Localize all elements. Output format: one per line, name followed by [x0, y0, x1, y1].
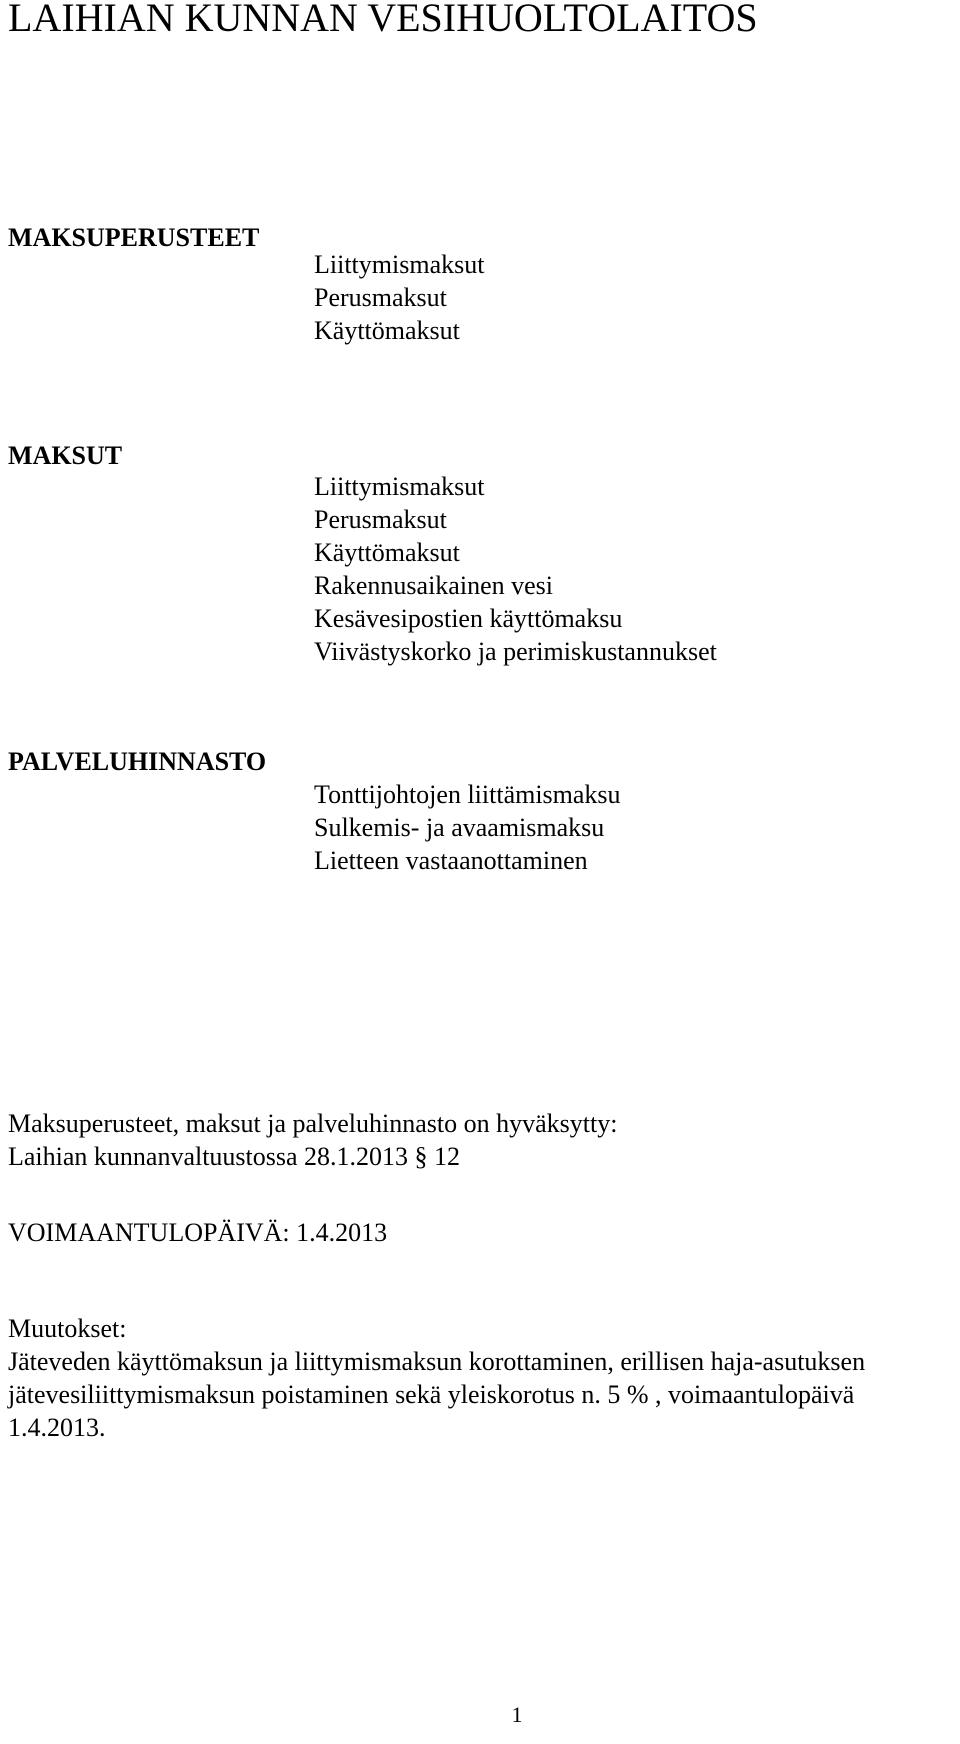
- changes-block: [8, 1312, 958, 1444]
- list-item: Lietteen vastaanottaminen: [314, 846, 588, 875]
- approval-statement: [8, 1107, 617, 1173]
- list-item: Viivästyskorko ja perimiskustannukset: [314, 637, 717, 666]
- list-item: Käyttömaksut: [314, 538, 460, 567]
- page-number: 1: [511, 1702, 523, 1727]
- document-title: LAIHIAN KUNNAN VESIHUOLTOLAITOS: [8, 0, 758, 40]
- changes-label: Muutokset:: [8, 1314, 127, 1343]
- list-item: Tonttijohtojen liittämismaksu: [314, 780, 621, 809]
- list-item: Liittymismaksut: [314, 472, 485, 501]
- list-item: Kesävesipostien käyttömaksu: [314, 604, 623, 633]
- section-heading: MAKSUPERUSTEET: [8, 223, 260, 252]
- section-item-list: [314, 248, 484, 347]
- list-item: Perusmaksut: [314, 283, 447, 312]
- effective-date: VOIMAANTULOPÄIVÄ: 1.4.2013: [8, 1218, 388, 1247]
- section-item-list: [314, 470, 717, 668]
- list-item: Liittymismaksut: [314, 250, 485, 279]
- section-heading: MAKSUT: [8, 441, 123, 470]
- list-item: Sulkemis- ja avaamismaksu: [314, 813, 605, 842]
- list-item: Rakennusaikainen vesi: [314, 571, 553, 600]
- section-item-list: [314, 778, 621, 877]
- section-heading: PALVELUHINNASTO: [8, 747, 267, 776]
- approval-line: Laihian kunnanvaltuustossa 28.1.2013 § 12: [8, 1142, 461, 1171]
- changes-text: Jäteveden käyttömaksun ja liittymismaksun korottaminen, erillisen haja-asutuksen jätevesiliittymismaksun poistaminen sekä yleiskorotus n. 5 % , voimaantulopäivä 1.4.2013.: [8, 1347, 866, 1442]
- approval-line: Maksuperusteet, maksut ja palveluhinnasto on hyväksytty:: [8, 1109, 618, 1138]
- list-item: Perusmaksut: [314, 505, 447, 534]
- list-item: Käyttömaksut: [314, 316, 460, 345]
